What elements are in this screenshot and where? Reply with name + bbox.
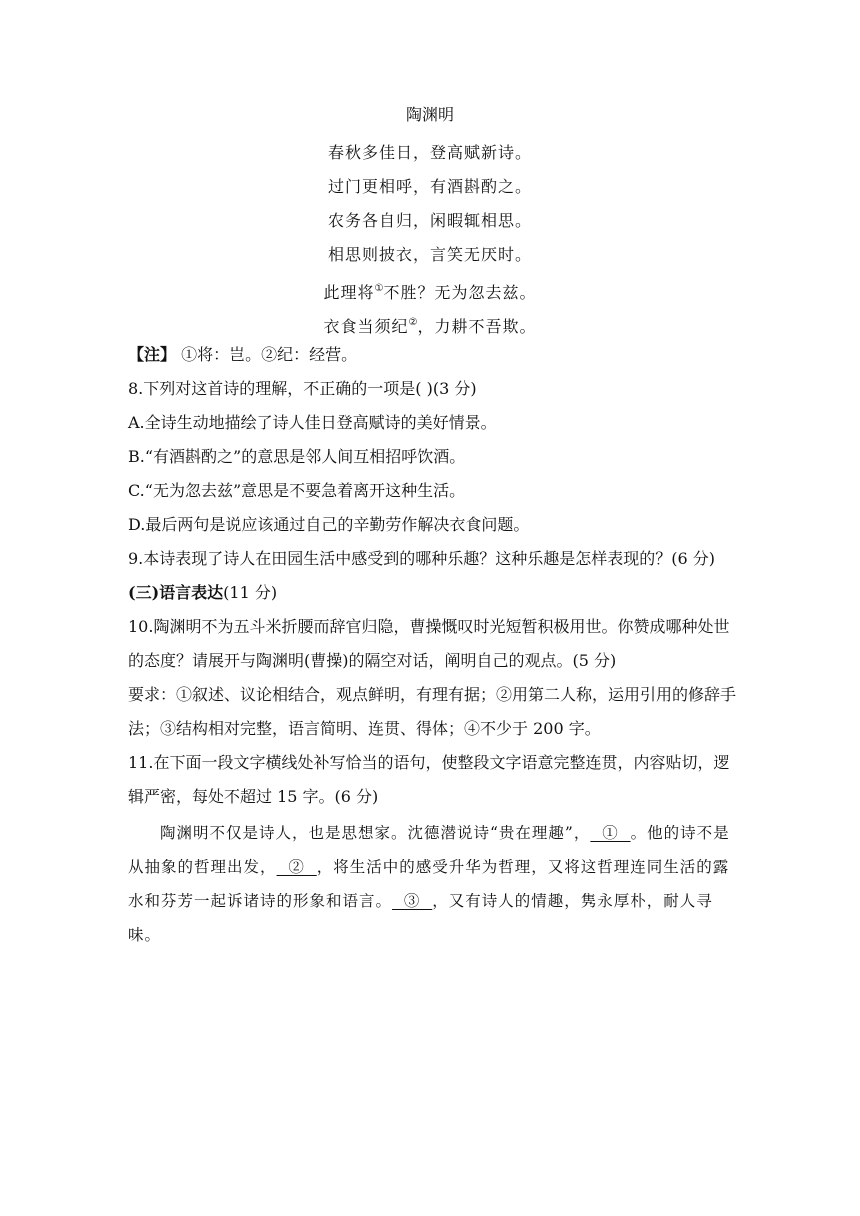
poem-author: 陶渊明: [405, 105, 454, 124]
question-8-stem: 8.下列对这首诗的理解，不正确的一项是( )(3 分): [128, 379, 477, 398]
question-10-stem: 10.陶渊明不为五斗米折腰而辞官归隐，曹操慨叹时光短暂积极用世。你赞成哪种处世的态度？请展开与陶渊明(曹操)的隔空对话，阐明自己的观点。(5 分): [128, 617, 730, 670]
poem-line-text: 不胜？无为忽去兹。: [383, 283, 537, 302]
footnote-mark: ①: [374, 283, 384, 294]
poem-line-text: 此理将: [323, 283, 375, 302]
section-3-title: (三)语言表达: [128, 583, 224, 602]
section-3-heading: [128, 576, 736, 610]
question-8-option-d: D.最后两句是说应该通过自己的辛勤劳作解决衣食问题。: [128, 515, 530, 534]
passage-text: 陶渊明不仅是诗人，也是思想家。沈德潜说诗“贵在理趣”，: [160, 824, 591, 842]
note-text: ①将：岂。②纪：经营。: [176, 345, 358, 364]
answer-blank-2[interactable]: ②: [276, 858, 317, 876]
question-8-option-c: C.“无为忽去兹”意思是不要急着离开这种生活。: [128, 481, 466, 500]
poem-line: 相思则披衣，言笑无厌时。: [327, 245, 532, 264]
question-10-requirements: 要求：①叙述、议论相结合，观点鲜明，有理有据；②用第二人称，运用引用的修辞手法；③结构相对完整，语言简明、连贯、得体；④不少于 200 字。: [128, 685, 737, 738]
poem-line: [0, 307, 860, 341]
poem-note: [128, 338, 736, 372]
footnote-mark: ②: [408, 317, 418, 328]
poem: [0, 101, 860, 341]
question-11-passage: [128, 816, 734, 952]
poem-line: 过门更相呼，有酒斟酌之。: [327, 177, 532, 196]
poem-line: 春秋多佳日，登高赋新诗。: [327, 143, 532, 162]
question-11-stem: 11.在下面一段文字横线处补写恰当的语句，使整段文字语意完整连贯，内容贴切，逻辑严密，每处不超过 15 字。(6 分): [128, 753, 730, 806]
section-3-score: (11 分): [223, 583, 278, 602]
poem-line: [0, 273, 860, 307]
poem-line-text: ，力耕不吾欺。: [417, 317, 537, 336]
passage-text: ，将生活中的感受升华为哲理，又将这哲理连同生活的露水和芬芳一起诉诸诗的形象和语言。: [128, 858, 730, 910]
question-9-stem: 9.本诗表现了诗人在田园生活中感受到的哪种乐趣？这种乐趣是怎样表现的？(6 分): [128, 549, 716, 568]
question-8-option-b: B.“有酒斟酌之”的意思是邻人间互相招呼饮酒。: [128, 447, 466, 466]
answer-blank-3[interactable]: ③: [392, 892, 433, 910]
passage-text: ，又有诗人的情趣，隽永厚朴，耐人寻味。: [128, 892, 713, 944]
poem-line-text: 衣食当须纪: [323, 317, 409, 336]
questions: [128, 338, 736, 814]
question-8-option-a: A.全诗生动地描绘了诗人佳日登高赋诗的美好情景。: [128, 413, 497, 432]
passage-text: 。他的诗不是从抽象的哲理出发，: [128, 824, 730, 876]
poem-line: 农务各自归，闲暇辄相思。: [327, 211, 532, 230]
answer-blank-1[interactable]: ①: [590, 824, 631, 842]
note-tag: 【注】: [128, 345, 177, 364]
